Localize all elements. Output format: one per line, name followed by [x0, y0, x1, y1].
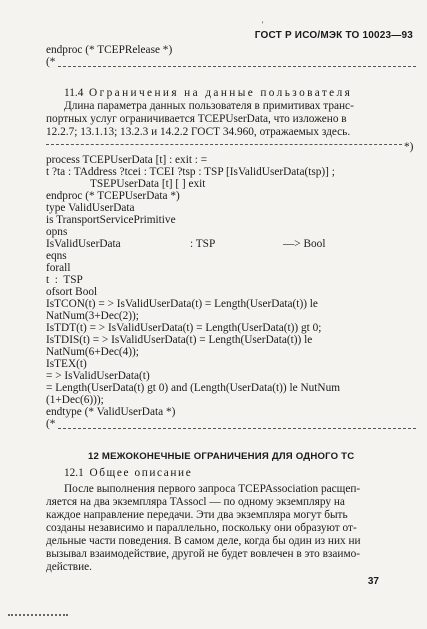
code-line: IsTDT(t) = > IsValidUserData(t) = Length(UserData(t)) gt 0; — [46, 322, 322, 334]
code-line: (1+Dec(6))); — [46, 394, 104, 406]
code-line: IsTCON(t) = > IsValidUserData(t) = Length(UserData(t)) le — [46, 298, 318, 310]
code-line: opns — [46, 226, 68, 238]
paragraph-line: дельные части поведения. В самом деле, когда бы один из них ни — [46, 535, 361, 547]
comment-rule — [58, 66, 416, 67]
code-line: NatNum(6+Dec(4)); — [46, 346, 139, 358]
section-heading-11-4: 11.4 Ограничения на данные пользователя — [64, 87, 353, 99]
paragraph-line: После выполнения первого запроса TCEPAssociation расщеп- — [64, 483, 361, 495]
paragraph-line: ляется на два экземпляра TAssocl — по одному экземпляру на — [46, 496, 345, 508]
code-line: = Length(UserData(t) gt 0) and (Length(UserData(t)) le NutNum — [46, 382, 341, 394]
comment-close: *) — [404, 141, 414, 153]
section-title-12: 12 МЕЖОКОНЕЧНЫЕ ОГРАНИЧЕНИЯ ДЛЯ ОДНОГО ТС — [88, 451, 355, 462]
code-line: is TransportServicePrimitive — [46, 214, 176, 226]
comment-open: (* — [46, 56, 56, 68]
code-line: = > IsValidUserData(t) — [46, 370, 150, 382]
header-tick: ' — [262, 20, 264, 29]
code-line: IsValidUserData — [46, 238, 121, 250]
footer-mark — [8, 614, 68, 616]
comment-open: (* — [46, 418, 56, 430]
code-line: IsTDIS(t) = > IsValidUserData(t) = Length(UserData(t)) le — [46, 334, 313, 346]
code-line: eqns — [46, 250, 67, 262]
paragraph-line: действие. — [46, 561, 92, 573]
code-token: —> Bool — [283, 238, 326, 250]
code-line: t ?ta : TAddress ?tcei : TCEI ?tsp : TSP [IsValidUserData(tsp)] ; — [46, 166, 335, 178]
running-header: ГОСТ Р ИСО/МЭК ТО 10023—93 — [254, 30, 413, 41]
paragraph-line: портных услуг ограничивается TCEPUserData, что изложено в — [46, 113, 347, 125]
comment-rule — [58, 428, 416, 429]
code-line: endproc (* TCEPUserData *) — [46, 190, 180, 202]
code-line: process TCEPUserData [t] : exit : = — [46, 154, 208, 166]
code-line: forall — [46, 262, 71, 274]
paragraph-line: созданы независимо и параллельно, поскольку они образуют от- — [46, 522, 357, 534]
paragraph-line: вызывал взаимодействие, другой не будет вовлечен в это взаимо- — [46, 548, 361, 560]
code-token: : TSP — [190, 238, 216, 250]
code-line: type ValidUserData — [46, 202, 135, 214]
paragraph-line: Длина параметра данных пользователя в примитивах транс- — [64, 100, 354, 112]
code-line: ofsort Bool — [46, 286, 98, 298]
code-line: endproc (* TCEPRelease *) — [46, 44, 173, 56]
code-line: t : TSP — [46, 274, 83, 286]
code-line: NatNum(3+Dec(2)); — [46, 310, 139, 322]
page-number: 37 — [367, 576, 379, 587]
paragraph-line: каждое направление передачи. Эти два экземпляра могут быть — [46, 509, 348, 521]
code-line: endtype (* ValidUserData *) — [46, 406, 176, 418]
code-line: IsTEX(t) — [46, 358, 87, 370]
paragraph-line: 12.2.7; 13.1.13; 13.2.3 и 14.2.2 ГОСТ 34.960, отражаемых здесь. — [46, 126, 351, 138]
code-line: TSEPUserData [t] [ ] exit — [90, 178, 206, 190]
subsection-heading-12-1: 12.1 Общее описание — [64, 467, 193, 479]
comment-rule — [46, 144, 402, 145]
